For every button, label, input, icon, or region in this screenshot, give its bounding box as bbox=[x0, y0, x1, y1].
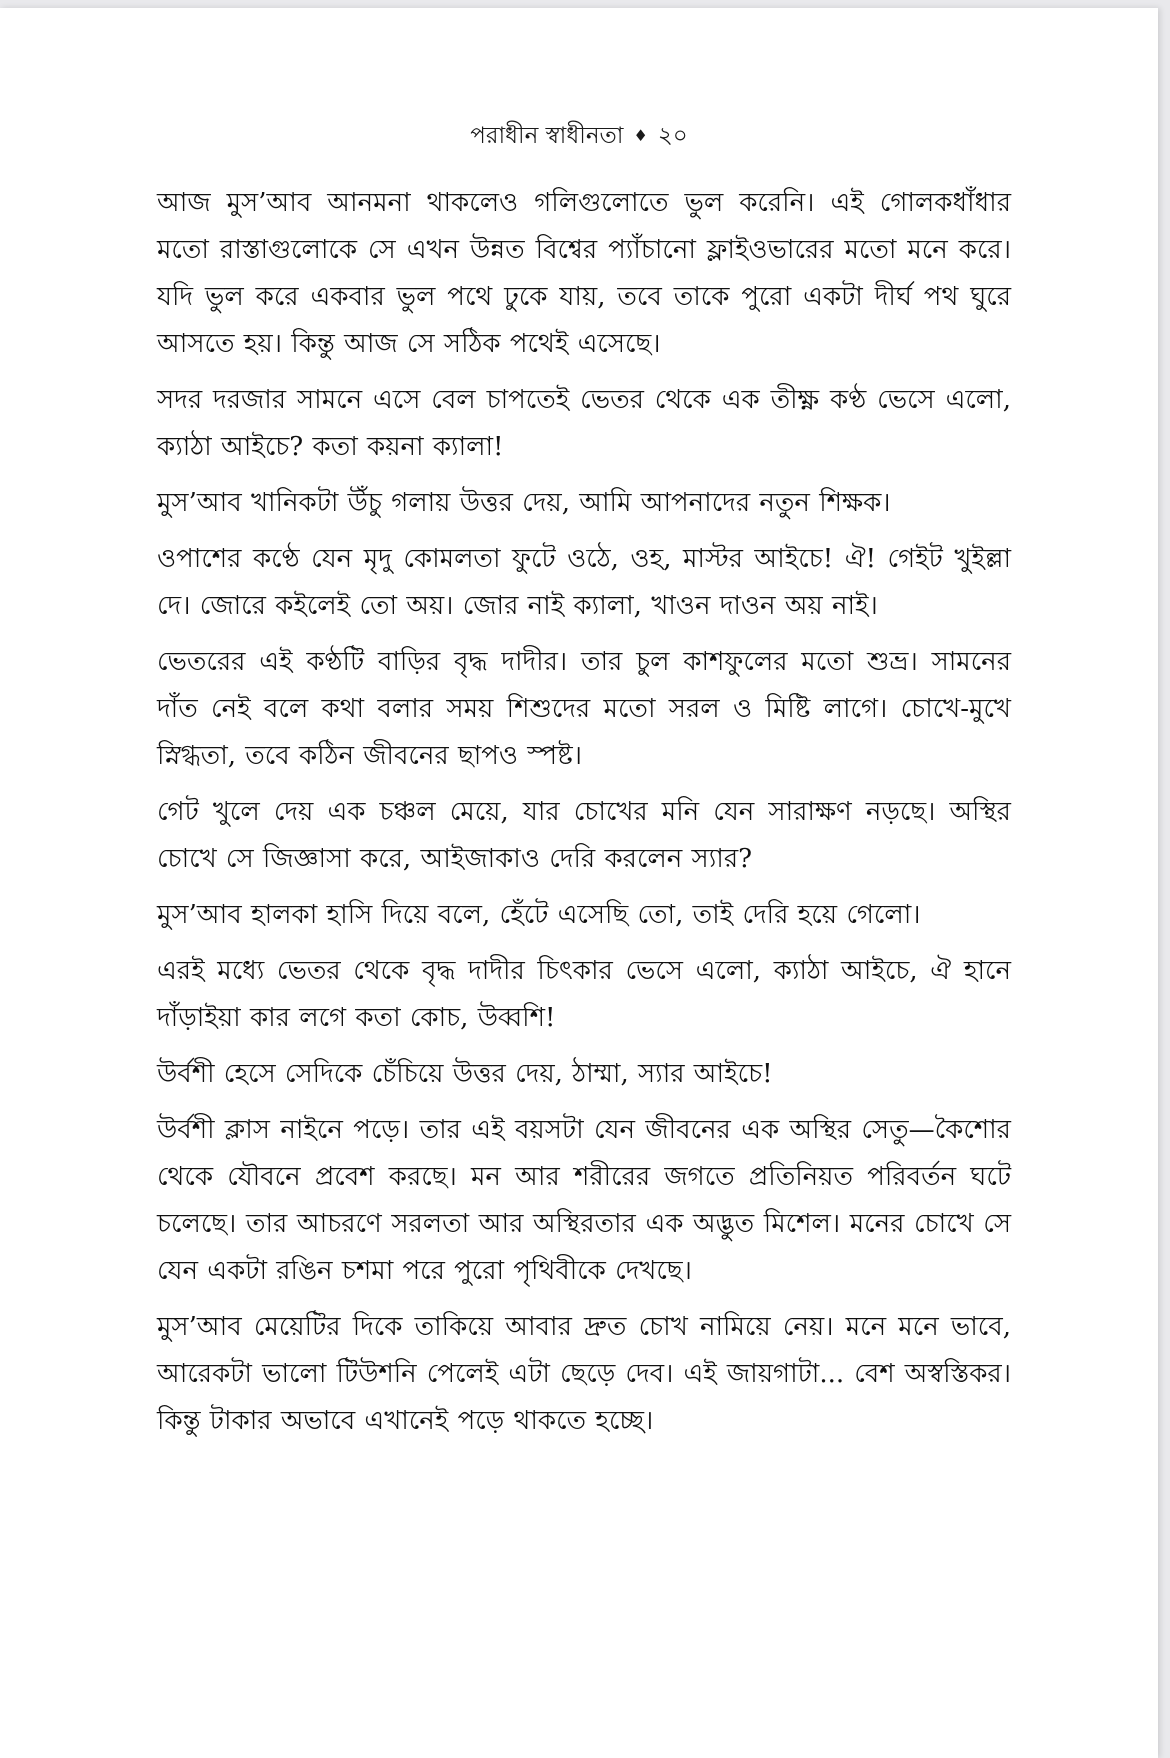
book-title: পরাধীন স্বাধীনতা bbox=[470, 123, 624, 149]
paragraph: এরই মধ্যে ভেতর থেকে বৃদ্ধ দাদীর চিৎকার ভেসে এলো, ক্যাঠা আইচে, ঐ হানে দাঁড়াইয়া কার লগে কতা কোচ, উব্বশি! bbox=[157, 956, 1011, 1033]
paragraph: গেট খুলে দেয় এক চঞ্চল মেয়ে, যার চোখের মনি যেন সারাক্ষণ নড়ছে। অস্থির চোখে সে জিজ্ঞাসা করে, আইজাকাও দেরি করলেন স্যার? bbox=[157, 797, 1011, 874]
paragraph: ওপাশের কণ্ঠে যেন মৃদু কোমলতা ফুটে ওঠে, ওহ, মাস্টর আইচে! ঐ! গেইট খুইল্লা দে। জোরে কইলেই তো অয়। জোর নাই ক্যালা, খাওন দাওন অয় নাই। bbox=[157, 544, 1011, 621]
diamond-separator-icon: ♦ bbox=[633, 126, 648, 145]
paragraph: মুস’আব হালকা হাসি দিয়ে বলে, হেঁটে এসেছি তো, তাই দেরি হয়ে গেলো। bbox=[157, 900, 921, 930]
paragraph: মুস’আব খানিকটা উঁচু গলায় উত্তর দেয়, আমি আপনাদের নতুন শিক্ষক। bbox=[157, 488, 891, 518]
paragraph: ভেতরের এই কণ্ঠটি বাড়ির বৃদ্ধ দাদীর। তার চুল কাশফুলের মতো শুভ্র। সামনের দাঁত নেই বলে কথা বলার সময় শিশুদের মতো সরল ও মিষ্টি লাগে। চোখে-মুখে স্নিগ্ধতা, তবে কঠিন জীবনের ছাপও স্পষ্ট। bbox=[157, 647, 1011, 771]
paragraph: উর্বশী হেসে সেদিকে চেঁচিয়ে উত্তর দেয়, ঠাম্মা, স্যার আইচে! bbox=[157, 1059, 773, 1089]
body-text bbox=[157, 180, 1011, 1454]
paragraph: উর্বশী ক্লাস নাইনে পড়ে। তার এই বয়সটা যেন জীবনের এক অস্থির সেতু—কৈশোর থেকে যৌবনে প্রবেশ করছে। মন আর শরীরের জগতে প্রতিনিয়ত পরিবর্তন ঘটে চলেছে। তার আচরণে সরলতা আর অস্থিরতার এক অদ্ভুত মিশেল। মনের চোখে সে যেন একটা রঙিন চশমা পরে পুরো পৃথিবীকে দেখছে। bbox=[157, 1115, 1011, 1286]
paragraph: আজ মুস’আব আনমনা থাকলেও গলিগুলোতে ভুল করেনি। এই গোলকধাঁধার মতো রাস্তাগুলোকে সে এখন উন্নত বিশ্বের প্যাঁচানো ফ্লাইওভারের মতো মনে করে। যদি ভুল করে একবার ভুল পথে ঢুকে যায়, তবে তাকে পুরো একটা দীর্ঘ পথ ঘুরে আসতে হয়। কিন্তু আজ সে সঠিক পথেই এসেছে। bbox=[157, 188, 1011, 359]
paragraph: মুস’আব মেয়েটির দিকে তাকিয়ে আবার দ্রুত চোখ নামিয়ে নেয়। মনে মনে ভাবে, আরেকটা ভালো টিউশনি পেলেই এটা ছেড়ে দেব। এই জায়গাটা... বেশ অস্বস্তিকর। কিন্তু টাকার অভাবে এখানেই পড়ে থাকতে হচ্ছে। bbox=[157, 1312, 1011, 1436]
paragraph: সদর দরজার সামনে এসে বেল চাপতেই ভেতর থেকে এক তীক্ষ্ণ কণ্ঠ ভেসে এলো, ক্যাঠা আইচে? কতা কয়না ক্যালা! bbox=[157, 385, 1011, 462]
book-page bbox=[0, 8, 1158, 1758]
running-header bbox=[0, 116, 1158, 156]
page-number: ২০ bbox=[657, 123, 688, 149]
